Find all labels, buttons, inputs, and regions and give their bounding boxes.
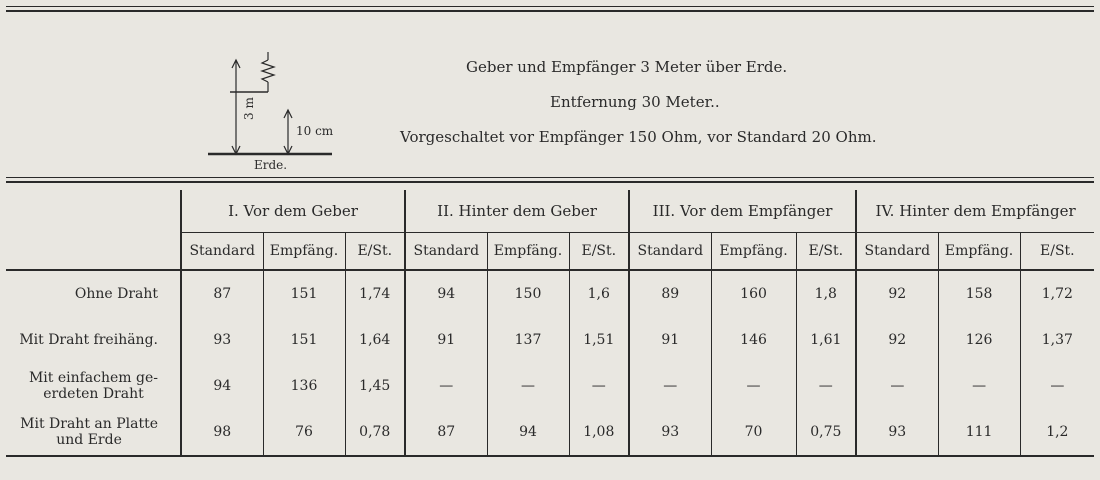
table-cell: 94 xyxy=(181,363,263,409)
table-cell: 1,2 xyxy=(1020,409,1094,456)
gap-label: 10 cm xyxy=(296,124,334,138)
row-label-line: und Erde xyxy=(56,432,122,448)
group-header-3: III. Vor dem Empfänger xyxy=(629,190,856,233)
table-body xyxy=(6,270,1094,456)
group-header-1: I. Vor dem Geber xyxy=(181,190,405,233)
table-cell: 1,08 xyxy=(569,409,629,456)
table-rule-thin xyxy=(6,177,1094,178)
table-cell: 1,72 xyxy=(1020,270,1094,317)
table-cell: 0,78 xyxy=(345,409,405,456)
table-row xyxy=(6,270,1094,317)
ground-label: Erde. xyxy=(254,158,288,172)
row-label-text xyxy=(29,370,158,402)
table-cell: 1,64 xyxy=(345,317,405,363)
top-rule-thin xyxy=(6,6,1094,7)
table-cell: 1,8 xyxy=(796,270,856,317)
group-header-2: II. Hinter dem Geber xyxy=(405,190,629,233)
table-cell: 89 xyxy=(629,270,711,317)
table-cell: 150 xyxy=(487,270,569,317)
subheader-empfaeng: Empfäng. xyxy=(487,233,569,271)
row-label xyxy=(6,317,181,363)
table-cell: — xyxy=(487,363,569,409)
row-label xyxy=(6,270,181,317)
table-cell: 151 xyxy=(263,270,345,317)
table-cell: 93 xyxy=(629,409,711,456)
table-cell: 92 xyxy=(856,270,938,317)
corner-cell xyxy=(6,190,181,270)
row-label xyxy=(6,363,181,409)
diagram-drawing xyxy=(200,30,380,180)
subheader-standard: Standard xyxy=(629,233,711,271)
table-cell: 1,45 xyxy=(345,363,405,409)
row-label-text xyxy=(20,416,158,448)
table-row xyxy=(6,409,1094,456)
table-cell: 94 xyxy=(487,409,569,456)
row-label-text xyxy=(19,332,158,348)
table-cell: — xyxy=(796,363,856,409)
table-cell: 160 xyxy=(711,270,796,317)
table-cell: 126 xyxy=(938,317,1020,363)
row-label-line: Mit Draht an Platte xyxy=(20,416,158,432)
subheader-empfaeng: Empfäng. xyxy=(263,233,345,271)
table-cell: 0,75 xyxy=(796,409,856,456)
subheader-standard: Standard xyxy=(856,233,938,271)
subheader-ratio: E/St. xyxy=(345,233,405,271)
row-label-line: Mit einfachem ge- xyxy=(28,370,158,386)
header-line-2: Entfernung 30 Meter.. xyxy=(550,93,720,111)
row-label xyxy=(6,409,181,456)
table-cell: 98 xyxy=(181,409,263,456)
table-cell: 76 xyxy=(263,409,345,456)
table-cell: 146 xyxy=(711,317,796,363)
subheader-empfaeng: Empfäng. xyxy=(711,233,796,271)
table-rule-thick xyxy=(6,181,1094,183)
subheader-standard: Standard xyxy=(405,233,487,271)
group-header-4: IV. Hinter dem Empfänger xyxy=(856,190,1094,233)
table-cell: — xyxy=(711,363,796,409)
table-cell: 1,37 xyxy=(1020,317,1094,363)
table-cell: — xyxy=(629,363,711,409)
table-cell: 111 xyxy=(938,409,1020,456)
header-line-3: Vorgeschaltet vor Empfänger 150 Ohm, vor Standard 20 Ohm. xyxy=(400,128,877,146)
table-cell: 1,74 xyxy=(345,270,405,317)
table-cell: — xyxy=(1020,363,1094,409)
row-label-text xyxy=(75,286,158,302)
row-label-line: Ohne Draht xyxy=(74,286,158,302)
header-line-1: Geber und Empfänger 3 Meter über Erde. xyxy=(466,58,788,76)
table-cell: 158 xyxy=(938,270,1020,317)
table-row xyxy=(6,363,1094,409)
table-cell: — xyxy=(938,363,1020,409)
table-cell: 93 xyxy=(181,317,263,363)
table-cell: 91 xyxy=(629,317,711,363)
table-cell: 136 xyxy=(263,363,345,409)
table-cell: 1,6 xyxy=(569,270,629,317)
measurement-table xyxy=(6,190,1094,457)
row-label-line: Mit Draht freihäng. xyxy=(19,332,158,348)
table-cell: 94 xyxy=(405,270,487,317)
table-cell: 70 xyxy=(711,409,796,456)
height-label: 3 m xyxy=(242,97,256,120)
table-cell: 151 xyxy=(263,317,345,363)
subheader-ratio: E/St. xyxy=(569,233,629,271)
row-label-line: erdeten Draht xyxy=(43,386,144,402)
subheader-ratio: E/St. xyxy=(796,233,856,271)
table-cell: 87 xyxy=(405,409,487,456)
table-cell: 92 xyxy=(856,317,938,363)
table-cell: 1,61 xyxy=(796,317,856,363)
subheader-standard: Standard xyxy=(181,233,263,271)
table-cell: 137 xyxy=(487,317,569,363)
subheader-ratio: E/St. xyxy=(1020,233,1094,271)
table-cell: — xyxy=(569,363,629,409)
table-cell: 1,51 xyxy=(569,317,629,363)
table-cell: 87 xyxy=(181,270,263,317)
table-cell: 91 xyxy=(405,317,487,363)
table-cell: 93 xyxy=(856,409,938,456)
antenna-height-diagram xyxy=(200,30,380,180)
subheader-empfaeng: Empfäng. xyxy=(938,233,1020,271)
table-cell: — xyxy=(405,363,487,409)
table-cell: — xyxy=(856,363,938,409)
top-rule-thick xyxy=(6,10,1094,12)
table-row xyxy=(6,317,1094,363)
